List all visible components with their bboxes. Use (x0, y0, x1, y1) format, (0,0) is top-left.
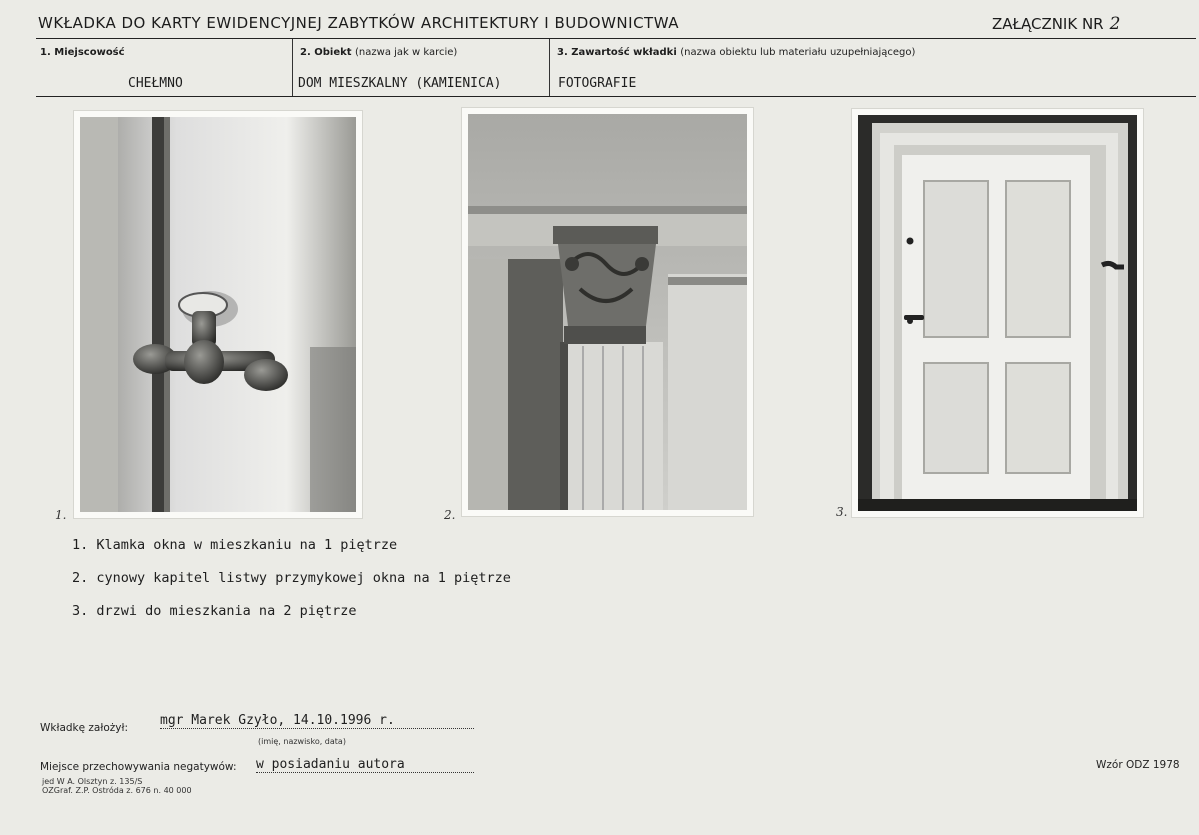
object-label-text: 2. Obiekt (300, 47, 352, 58)
capital-image (468, 114, 747, 510)
sheet-title: WKŁADKA DO KARTY EWIDENCYJNEJ ZABYTKÓW ARCHITEKTURY I BUDOWNICTWA (38, 14, 679, 32)
header-bottom-rule (36, 96, 1196, 97)
annex-label (992, 14, 1120, 34)
door-image (858, 115, 1137, 511)
photo-1-number: 1. (55, 508, 67, 522)
field-divider-1 (292, 39, 293, 96)
caption-1: 1. Klamka okna w mieszkaniu na 1 piętrze (72, 537, 398, 553)
header-top-rule (36, 38, 1196, 39)
locality-label: 1. Miejscowość (40, 47, 125, 58)
object-label-note: (nazwa jak w karcie) (355, 47, 458, 58)
photo-2-number: 2. (444, 508, 456, 522)
form-code: Wzór ODZ 1978 (1096, 759, 1180, 771)
print-info-1: jed W A. Olsztyn z. 135/S (42, 777, 143, 786)
field-divider-2 (549, 39, 550, 96)
storage-value: w posiadaniu autora (256, 757, 474, 773)
window-handle-image (80, 117, 356, 512)
object-label (300, 47, 457, 58)
photo-3-number: 3. (836, 505, 848, 519)
door-photo (852, 109, 1143, 517)
contents-label-note: (nazwa obiektu lub materiału uzupełniającego) (680, 47, 916, 58)
caption-3: 3. drzwi do mieszkania na 2 piętrze (72, 603, 357, 619)
annex-number: 2 (1109, 14, 1121, 34)
caption-2: 2. cynowy kapitel listwy przymykowej okna na 1 piętrze (72, 570, 511, 586)
author-value: mgr Marek Gzyło, 14.10.1996 r. (160, 713, 474, 729)
contents-value: FOTOGRAFIE (558, 76, 637, 91)
print-info-2: OZGraf. Z.P. Ostróda z. 676 n. 40 000 (42, 786, 192, 795)
contents-label (557, 47, 915, 58)
annex-label-text: ZAŁĄCZNIK NR (992, 15, 1104, 33)
object-value: DOM MIESZKALNY (KAMIENICA) (298, 76, 502, 91)
window-handle-photo (74, 111, 362, 518)
author-label: Wkładkę założył: (40, 722, 129, 734)
capital-photo (462, 108, 753, 516)
contents-label-text: 3. Zawartość wkładki (557, 47, 677, 58)
storage-label: Miejsce przechowywania negatywów: (40, 761, 237, 773)
author-note: (imię, nazwisko, data) (258, 737, 346, 746)
locality-value: CHEŁMNO (128, 76, 183, 91)
